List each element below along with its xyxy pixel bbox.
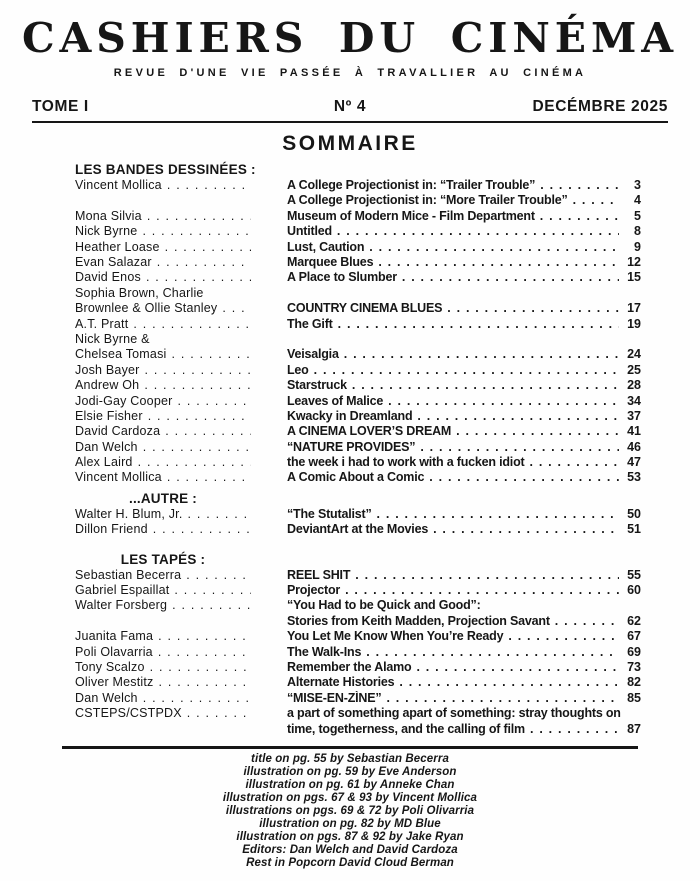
author-name: Walter Forsberg <box>75 598 168 613</box>
dot-leader <box>373 255 619 270</box>
entry-title: A Place to Slumber <box>287 270 397 285</box>
credit-line: illustration on pg. 61 by Anneke Chan <box>245 778 455 791</box>
author-cell <box>75 583 287 598</box>
dot-leader <box>428 522 619 537</box>
toc-row <box>75 409 641 424</box>
entry-cell <box>287 301 641 316</box>
dot-leader <box>372 507 619 522</box>
entry-cell <box>287 440 641 455</box>
author-name: Evan Salazar <box>75 255 152 269</box>
page-number: 82 <box>627 675 641 690</box>
toc-row <box>75 629 641 644</box>
dot-leader <box>137 224 251 239</box>
credit-line: illustrations on pgs. 69 & 72 by Poli Olivarria <box>225 804 475 817</box>
author-cell <box>75 363 287 378</box>
entry-cell <box>287 270 641 285</box>
page-number: 69 <box>627 644 641 659</box>
dot-leader <box>167 347 251 362</box>
entry-title: Untitled <box>287 224 332 239</box>
author-cell <box>75 317 287 332</box>
author-cell <box>75 598 287 613</box>
author-name: Jodi-Gay Cooper <box>75 393 173 408</box>
toc-row <box>75 660 641 675</box>
entry-cell <box>287 675 641 690</box>
entry-title: Kwacky in Dreamland <box>287 408 413 423</box>
issue-number: Nº 4 <box>333 98 367 116</box>
footer <box>0 746 700 870</box>
page-number: 24 <box>627 347 641 362</box>
page-number: 17 <box>627 301 641 316</box>
author-cell <box>75 224 287 239</box>
credits-list <box>0 753 700 870</box>
author-name: A.T. Pratt <box>75 316 129 331</box>
toc-row <box>75 470 641 485</box>
dot-leader <box>142 209 251 224</box>
dot-leader <box>411 660 619 675</box>
author-name: CSTEPS/CSTPDX <box>75 706 182 721</box>
entry-title: The Walk-Ins <box>287 644 362 659</box>
entry-cell <box>287 470 641 485</box>
toc-row <box>75 209 641 224</box>
author-name: Mona Silvia <box>75 208 142 223</box>
toc-row <box>75 301 641 316</box>
dot-leader <box>535 209 619 224</box>
toc-row <box>75 614 641 629</box>
entry-title: time, togetherness, and the calling of film <box>287 721 525 736</box>
entry-cell <box>287 455 641 470</box>
credit-line: illustration on pg. 82 by MD Blue <box>259 817 441 830</box>
dot-leader <box>169 583 251 598</box>
entry-cell <box>287 660 641 675</box>
page-number: 53 <box>627 470 641 485</box>
dot-leader <box>309 363 619 378</box>
footer-rule <box>62 746 638 749</box>
dot-leader <box>138 691 251 706</box>
dot-leader <box>183 507 251 522</box>
dot-leader <box>350 568 619 583</box>
entry-title: REEL SHIT <box>287 567 351 582</box>
author-cell <box>75 301 287 316</box>
dot-leader <box>141 270 251 285</box>
dot-leader <box>550 614 619 629</box>
toc-row <box>75 583 641 598</box>
dot-leader <box>424 470 619 485</box>
entry-title: Marquee Blues <box>287 255 374 269</box>
dot-leader <box>525 722 619 737</box>
dot-leader <box>340 583 619 598</box>
dot-leader <box>383 394 619 409</box>
entry-title: Leo <box>287 362 309 377</box>
section-heading: ...AUTRE : <box>129 490 197 506</box>
toc-row <box>75 240 641 255</box>
entry-cell <box>287 378 641 393</box>
entry-cell <box>287 522 641 537</box>
dot-leader <box>153 629 251 644</box>
page-number: 15 <box>627 270 641 285</box>
author-cell <box>75 240 287 255</box>
credit-line: illustration on pgs. 87 & 92 by Jake Ryan <box>236 830 464 843</box>
page-number: 62 <box>627 613 641 628</box>
page-number: 9 <box>634 239 641 254</box>
entry-cell <box>287 209 641 224</box>
entry-cell <box>287 598 641 613</box>
dot-leader <box>139 378 251 393</box>
toc-row <box>75 455 641 470</box>
toc-row <box>75 507 641 522</box>
entry-title: A College Projectionist in: “More Trailer Trouble” <box>287 193 568 208</box>
toc-row <box>75 178 641 193</box>
table-of-contents <box>0 156 700 737</box>
dot-leader <box>181 568 251 583</box>
credit-line: Rest in Popcorn David Cloud Berman <box>246 856 454 869</box>
section-heading: LES BANDES DESSINÉES : <box>75 162 256 178</box>
author-name: Brownlee & Ollie Stanley <box>75 301 218 316</box>
dot-leader <box>217 301 251 316</box>
page-number: 3 <box>634 178 641 193</box>
author-name: Walter H. Blum, Jr. <box>75 506 183 521</box>
toc-row <box>75 522 641 537</box>
entry-cell <box>287 629 641 644</box>
dot-leader <box>153 645 251 660</box>
toc-row <box>75 675 641 690</box>
dot-leader <box>138 440 251 455</box>
entry-cell <box>287 691 641 706</box>
credit-line: Editors: Dan Welch and David Cardoza <box>242 843 458 856</box>
toc-row <box>75 722 641 737</box>
page-number: 67 <box>627 629 641 644</box>
author-name: Nick Byrne <box>75 224 138 239</box>
author-cell <box>75 706 287 721</box>
dot-leader <box>339 347 619 362</box>
entry-cell <box>287 224 641 239</box>
dot-leader <box>568 193 619 208</box>
author-name: Dillon Friend <box>75 522 148 537</box>
entry-cell <box>287 347 641 362</box>
page-number: 50 <box>627 506 641 521</box>
entry-title: “NATURE PROVIDES” <box>287 439 416 454</box>
entry-title: Alternate Histories <box>287 675 395 690</box>
entry-title: A College Projectionist in: “Trailer Trouble” <box>287 178 536 193</box>
entry-title: “MISE-EN-ZÌNE” <box>287 690 382 705</box>
page-number: 5 <box>634 208 641 223</box>
dot-leader <box>415 440 619 455</box>
entry-cell <box>287 424 641 439</box>
author-name: Sophia Brown, Charlie <box>75 285 204 300</box>
toc-row <box>75 363 641 378</box>
dot-leader <box>442 301 619 316</box>
entry-title: Lust, Caution <box>287 239 365 254</box>
toc-row <box>75 347 641 362</box>
dot-leader <box>524 455 619 470</box>
toc-row <box>75 645 641 660</box>
dot-leader <box>133 455 251 470</box>
author-cell <box>75 255 287 270</box>
page-number: 28 <box>627 378 641 393</box>
entry-cell <box>287 255 641 270</box>
author-cell <box>75 470 287 485</box>
entry-title: You Let Me Know When You’re Ready <box>287 629 504 644</box>
dot-leader <box>333 317 619 332</box>
author-name: Chelsea Tomasi <box>75 347 167 362</box>
entry-cell <box>287 645 641 660</box>
toc-row <box>75 286 641 301</box>
dot-leader <box>347 378 619 393</box>
author-cell <box>75 347 287 362</box>
entry-cell <box>287 614 641 629</box>
credit-line: illustration on pgs. 67 & 93 by Vincent Mollica <box>222 791 478 804</box>
toc-row <box>75 317 641 332</box>
entry-cell <box>287 363 641 378</box>
author-cell <box>75 178 287 193</box>
issue-date: DECÉMBRE 2025 <box>532 98 668 116</box>
entry-cell <box>287 409 641 424</box>
author-cell <box>75 629 287 644</box>
entry-cell <box>287 317 641 332</box>
dot-leader <box>394 675 619 690</box>
dot-leader <box>535 178 619 193</box>
dot-leader <box>140 363 251 378</box>
author-cell <box>75 507 287 522</box>
dot-leader <box>167 598 251 613</box>
page-number: 34 <box>627 393 641 408</box>
toc-row <box>75 224 641 239</box>
author-name: Nick Byrne & <box>75 331 150 346</box>
entry-cell <box>287 507 641 522</box>
author-cell <box>75 522 287 537</box>
entry-cell <box>287 568 641 583</box>
dot-leader <box>381 691 619 706</box>
dot-leader <box>148 522 251 537</box>
entry-cell <box>287 240 641 255</box>
page-number: 12 <box>627 255 641 269</box>
author-name: Gabriel Espaillat <box>75 583 170 598</box>
entry-title: COUNTRY CINEMA BLUES <box>287 301 443 316</box>
entry-title: the week i had to work with a fucken idiot <box>287 455 525 470</box>
entry-title: Projector <box>287 583 341 598</box>
toc-row <box>75 440 641 455</box>
author-name: Dan Welch <box>75 439 138 454</box>
author-name: Heather Loase <box>75 239 160 254</box>
tome-label: TOME I <box>32 98 89 116</box>
page-number: 73 <box>627 659 641 674</box>
dot-leader <box>160 240 251 255</box>
dot-leader <box>154 675 251 690</box>
toc-row <box>75 332 641 347</box>
credit-line: title on pg. 55 by Sebastian Becerra <box>251 752 449 765</box>
author-name: Josh Bayer <box>75 362 140 377</box>
author-name: Vincent Mollica <box>75 178 162 193</box>
toc-row <box>75 568 641 583</box>
dot-leader <box>162 470 251 485</box>
dot-leader <box>332 224 619 239</box>
entry-title: A Comic About a Comic <box>287 470 425 485</box>
toc-row <box>75 193 641 208</box>
toc-row <box>75 394 641 409</box>
entry-cell <box>287 706 641 721</box>
toc-row <box>75 706 641 721</box>
entry-title: Stories from Keith Madden, Projection Savant <box>287 613 550 628</box>
entry-title: DeviantArt at the Movies <box>287 522 429 537</box>
author-name: Poli Olavarria <box>75 644 153 659</box>
author-cell <box>75 286 287 301</box>
page-number: 60 <box>627 583 641 598</box>
dot-leader <box>364 240 619 255</box>
entry-title: “The Stutalist” <box>287 506 372 521</box>
dot-leader <box>143 409 251 424</box>
dot-leader <box>160 424 251 439</box>
entry-cell <box>287 178 641 193</box>
dot-leader <box>162 178 251 193</box>
page-number: 4 <box>634 193 641 208</box>
dot-leader <box>145 660 251 675</box>
entry-cell <box>287 583 641 598</box>
author-cell <box>75 332 287 347</box>
page-number: 25 <box>627 362 641 377</box>
dot-leader <box>451 424 619 439</box>
toc-row <box>75 378 641 393</box>
entry-title: Leaves of Malice <box>287 393 384 408</box>
magazine-title: CASHIERS DU CINÉMA <box>21 14 678 62</box>
author-name: David Enos <box>75 270 141 285</box>
entry-title: Veisalgia <box>287 347 339 362</box>
page-number: 85 <box>627 690 641 705</box>
author-name: David Cardoza <box>75 424 161 439</box>
dot-leader <box>361 645 619 660</box>
issue-info-row <box>32 98 668 116</box>
toc-row <box>75 598 641 613</box>
entry-title: Starstruck <box>287 378 347 393</box>
author-cell <box>75 378 287 393</box>
entry-cell <box>287 394 641 409</box>
entry-title: A CINEMA LOVER’S DREAM <box>287 424 452 439</box>
author-name: Vincent Mollica <box>75 470 162 485</box>
toc-row <box>75 270 641 285</box>
entry-title: a part of something apart of something: stray thoughts on <box>287 706 621 721</box>
page-number: 55 <box>627 567 641 582</box>
toc-row <box>75 424 641 439</box>
dot-leader <box>412 409 619 424</box>
author-cell <box>75 455 287 470</box>
author-cell <box>75 270 287 285</box>
section-heading: LES TAPÉS : <box>120 551 206 567</box>
author-name: Tony Scalzo <box>75 659 145 674</box>
author-cell <box>75 675 287 690</box>
page-number: 41 <box>627 424 641 439</box>
author-name: Juanita Fama <box>75 629 154 644</box>
page-number: 87 <box>627 721 641 736</box>
entry-cell <box>287 722 641 737</box>
dot-leader <box>503 629 619 644</box>
author-cell <box>75 660 287 675</box>
page-number: 19 <box>627 316 641 331</box>
dot-leader <box>397 270 619 285</box>
author-cell <box>75 691 287 706</box>
sommaire-title: SOMMAIRE <box>282 132 418 156</box>
toc-row <box>75 691 641 706</box>
entry-title: “You Had to be Quick and Good”: <box>287 598 481 613</box>
author-cell <box>75 645 287 660</box>
author-name: Sebastian Becerra <box>75 567 182 582</box>
page-number: 51 <box>627 522 641 537</box>
masthead <box>0 0 700 123</box>
page-number: 37 <box>627 408 641 423</box>
credit-line: illustration on pg. 59 by Eve Anderson <box>243 765 457 778</box>
author-cell <box>75 424 287 439</box>
dot-leader <box>128 317 251 332</box>
entry-title: Museum of Modern Mice - Film Department <box>287 208 535 223</box>
author-cell <box>75 568 287 583</box>
magazine-subtitle: REVUE D'UNE VIE PASSÉE À TRAVALLIER AU CINÉMA <box>113 67 587 80</box>
page-number: 8 <box>634 224 641 239</box>
author-name: Andrew Oh <box>75 378 140 393</box>
author-name: Elsie Fisher <box>75 408 143 423</box>
author-cell <box>75 440 287 455</box>
author-name: Alex Laird <box>75 455 133 470</box>
header-rule <box>32 121 668 123</box>
entry-title: The Gift <box>287 316 333 331</box>
dot-leader <box>173 394 252 409</box>
author-cell <box>75 209 287 224</box>
dot-leader <box>182 706 251 721</box>
author-name: Oliver Mestitz <box>75 675 154 690</box>
author-cell <box>75 394 287 409</box>
entry-cell <box>287 193 641 208</box>
page-number: 47 <box>627 455 641 470</box>
toc-row <box>75 255 641 270</box>
author-cell <box>75 409 287 424</box>
author-name: Dan Welch <box>75 690 138 705</box>
dot-leader <box>152 255 251 270</box>
entry-title: Remember the Alamo <box>287 659 412 674</box>
page-number: 46 <box>627 439 641 454</box>
